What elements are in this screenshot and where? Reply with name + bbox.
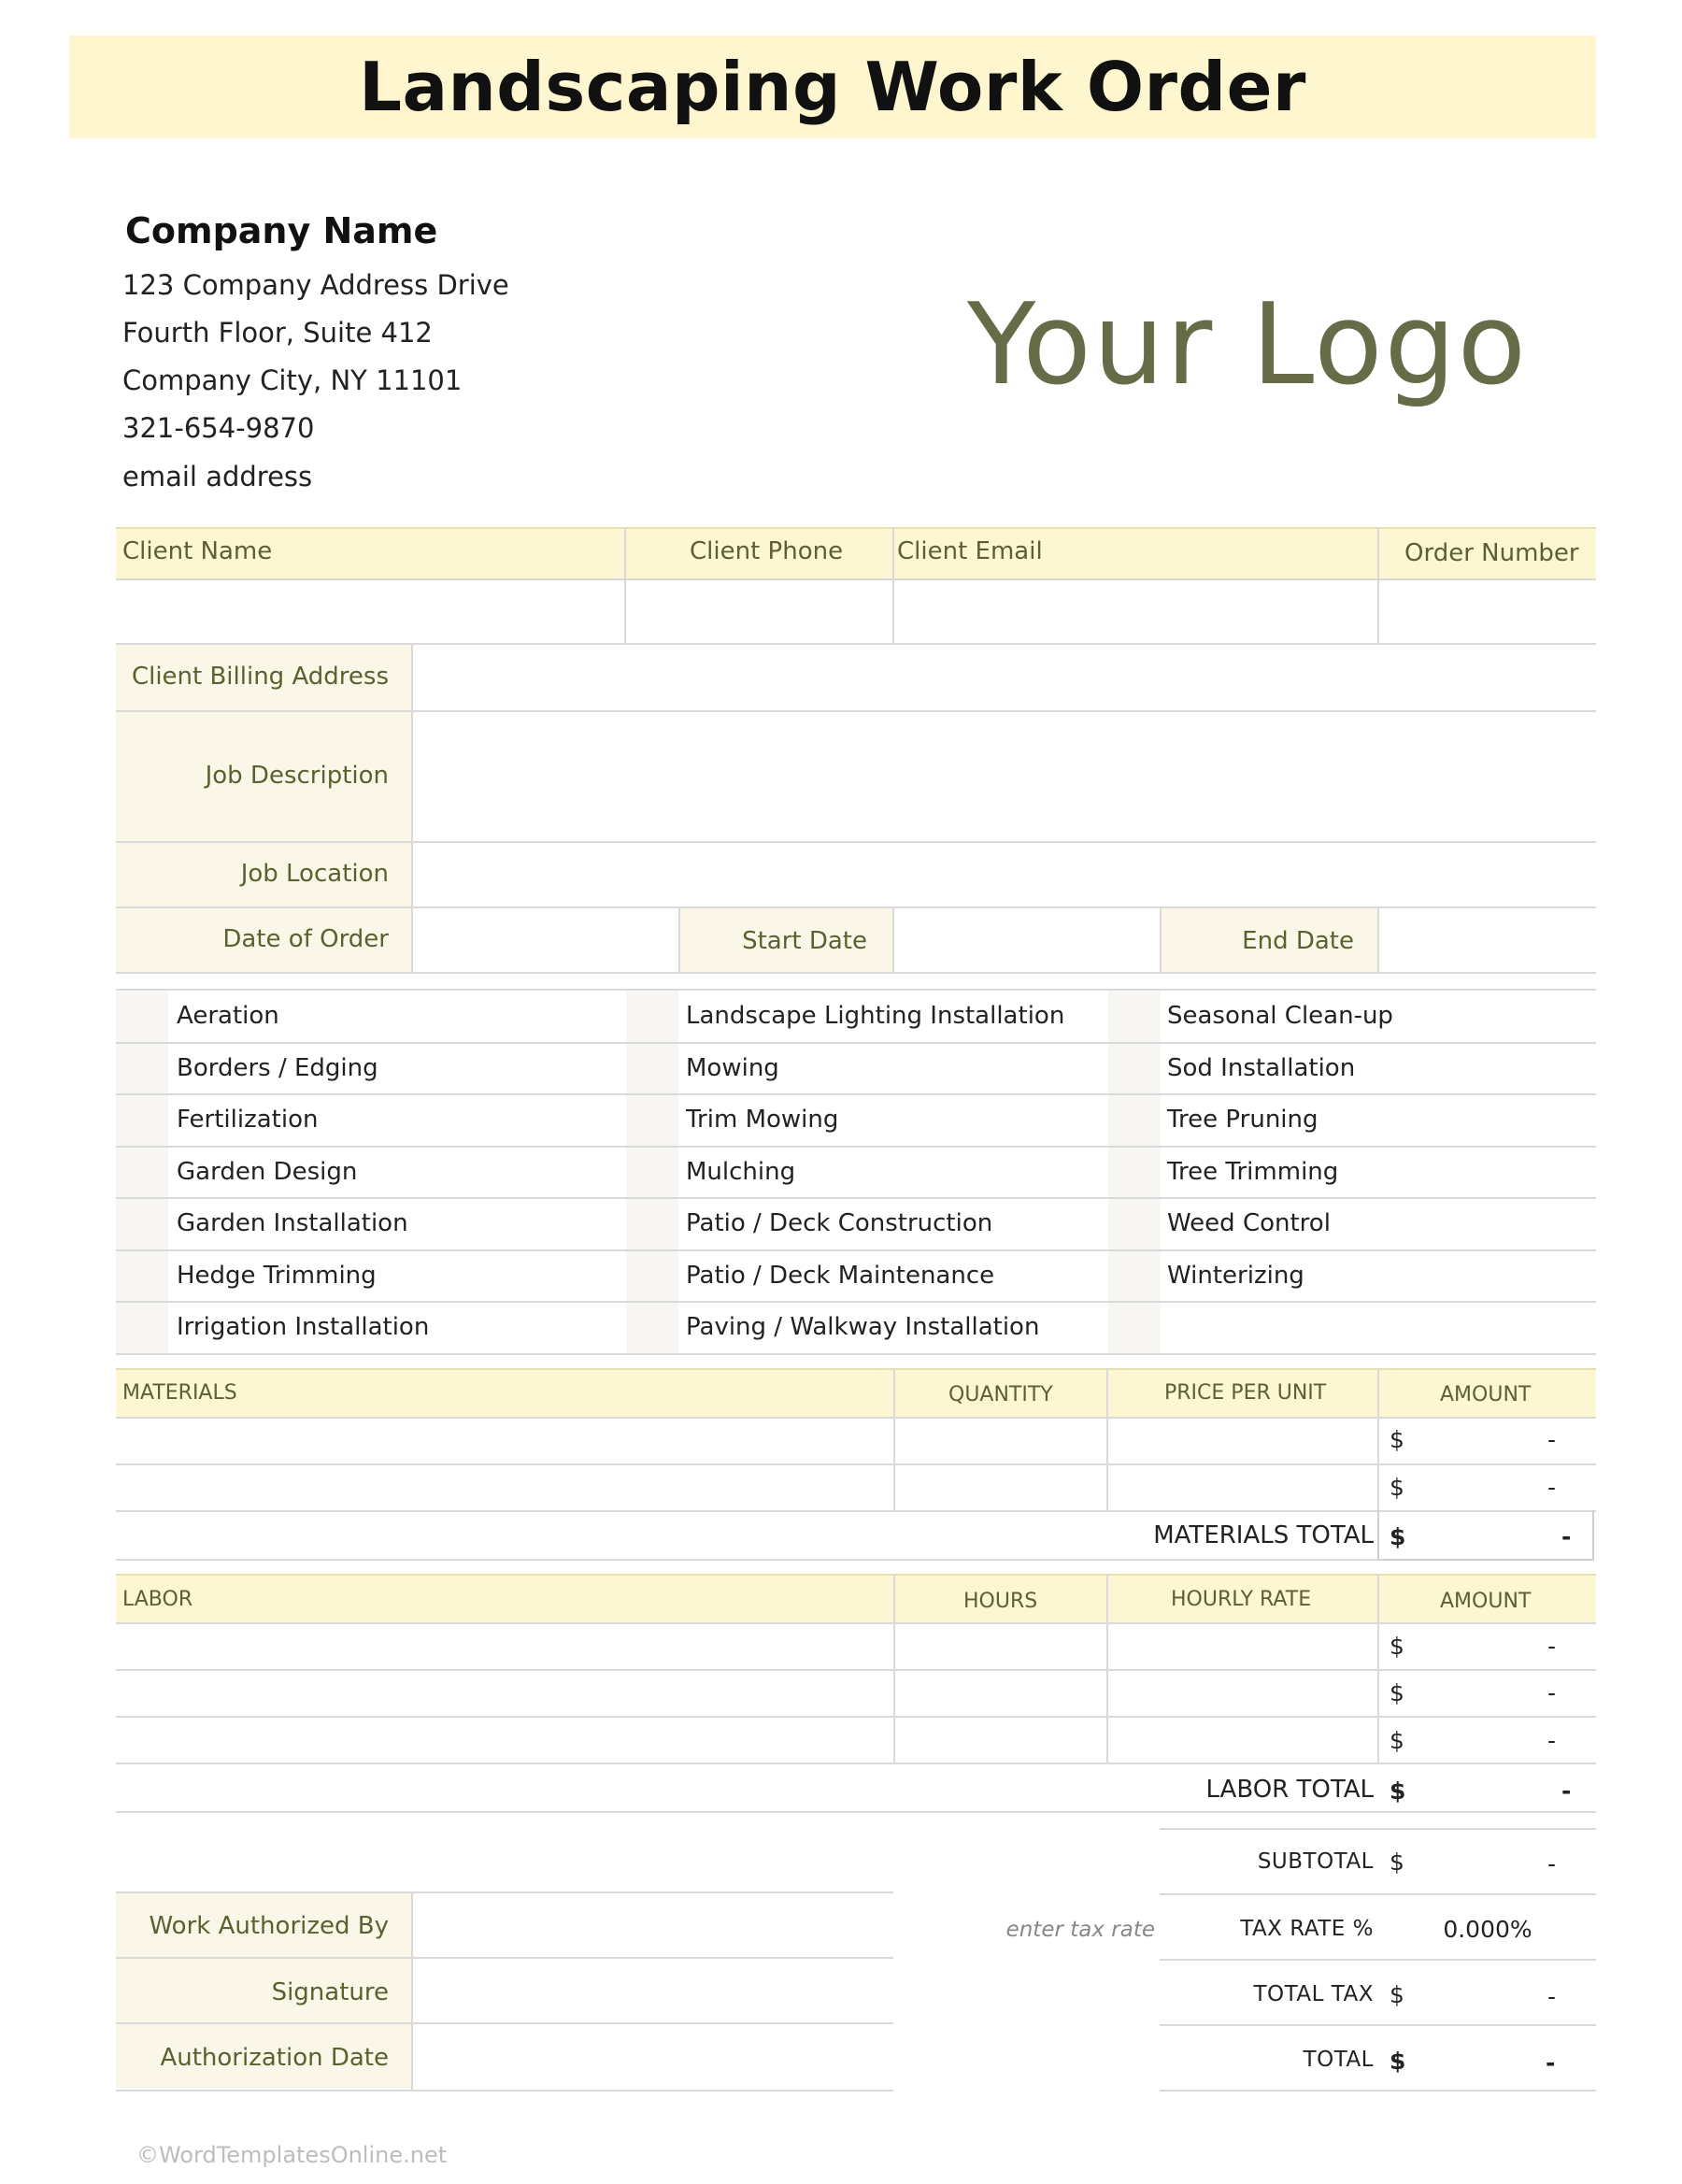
labor-row-3-amount: - <box>1547 1727 1557 1754</box>
service-label: Garden Design <box>177 1157 358 1186</box>
labor-row-2-rate[interactable] <box>1108 1671 1377 1716</box>
service-label: Sod Installation <box>1167 1053 1356 1082</box>
material-row-1-currency: $ <box>1390 1426 1404 1453</box>
labor-header: LABOR <box>122 1588 193 1611</box>
service-label: Tree Trimming <box>1167 1157 1339 1186</box>
total-tax-currency: $ <box>1390 1981 1404 2008</box>
work-authorized-by-field[interactable] <box>413 1893 893 1957</box>
service-checkbox[interactable] <box>626 1044 678 1094</box>
service-label: Borders / Edging <box>177 1053 378 1082</box>
labor-row-2-hours[interactable] <box>895 1671 1106 1716</box>
materials-header: MATERIALS <box>122 1381 237 1405</box>
materials-total-currency: $ <box>1390 1523 1406 1550</box>
company-address-line2: Fourth Floor, Suite 412 <box>122 317 433 349</box>
job-description-label: Job Description <box>205 762 389 790</box>
material-row-1-amount: - <box>1547 1426 1557 1453</box>
service-checkbox[interactable] <box>1108 1148 1161 1198</box>
material-row-1-qty[interactable] <box>895 1419 1106 1463</box>
amount-header: AMOUNT <box>1440 1383 1532 1406</box>
service-label: Paving / Walkway Installation <box>686 1313 1040 1341</box>
material-row-2-desc[interactable] <box>116 1465 893 1510</box>
service-checkbox[interactable] <box>116 1199 168 1249</box>
labor-row-1-rate[interactable] <box>1108 1624 1377 1669</box>
material-row-1-price[interactable] <box>1108 1419 1377 1463</box>
quantity-header: QUANTITY <box>948 1383 1053 1406</box>
client-phone-label: Client Phone <box>690 537 844 565</box>
service-checkbox[interactable] <box>1108 1044 1161 1094</box>
labor-amount-header: AMOUNT <box>1440 1590 1532 1613</box>
labor-row-2-amount: - <box>1547 1679 1557 1706</box>
price-per-unit-header: PRICE PER UNIT <box>1164 1381 1327 1405</box>
service-checkbox[interactable] <box>626 992 678 1042</box>
labor-total-label: LABOR TOTAL <box>1205 1776 1374 1804</box>
end-date-label: End Date <box>1242 927 1354 955</box>
grand-total-label: TOTAL <box>1303 2048 1374 2072</box>
company-email: email address <box>122 461 313 492</box>
service-label: Landscape Lighting Installation <box>686 1002 1065 1030</box>
company-address-line1: 123 Company Address Drive <box>122 269 509 301</box>
service-label: Mowing <box>686 1053 779 1082</box>
subtotal-currency: $ <box>1390 1849 1404 1876</box>
company-name: Company Name <box>125 210 438 251</box>
service-label: Seasonal Clean-up <box>1167 1002 1393 1030</box>
billing-address-label: Client Billing Address <box>131 663 389 691</box>
page-title: Landscaping Work Order <box>359 48 1306 126</box>
labor-row-3-desc[interactable] <box>116 1718 893 1763</box>
service-label: Fertilization <box>177 1106 319 1134</box>
materials-header-row <box>116 1368 1596 1417</box>
client-name-label: Client Name <box>122 537 273 565</box>
labor-row-1-hours[interactable] <box>895 1624 1106 1669</box>
labor-row-1-amount: - <box>1547 1633 1557 1660</box>
client-email-field[interactable] <box>894 580 1377 643</box>
authorization-date-label: Authorization Date <box>160 2044 389 2072</box>
tax-rate-hint: enter tax rate <box>1005 1918 1155 1942</box>
service-checkbox[interactable] <box>1108 992 1161 1042</box>
service-checkbox[interactable] <box>626 1095 678 1146</box>
service-checkbox[interactable] <box>626 1148 678 1198</box>
materials-total-label: MATERIALS TOTAL <box>1153 1521 1374 1549</box>
date-of-order-field[interactable] <box>413 908 678 972</box>
start-date-label: Start Date <box>742 927 867 955</box>
signature-field[interactable] <box>413 1959 893 2022</box>
tax-rate-input[interactable]: 0.000% <box>1443 1916 1532 1943</box>
company-phone: 321-654-9870 <box>122 412 315 444</box>
job-location-field[interactable] <box>413 843 1596 906</box>
title-band <box>69 36 1596 138</box>
footer-copyright: ©WordTemplatesOnline.net <box>136 2142 448 2168</box>
service-checkbox[interactable] <box>626 1199 678 1249</box>
service-checkbox[interactable] <box>1108 1095 1161 1146</box>
labor-row-2-desc[interactable] <box>116 1671 893 1716</box>
service-checkbox[interactable] <box>116 1044 168 1094</box>
service-label: Patio / Deck Construction <box>686 1209 993 1237</box>
client-header-row <box>116 527 1596 578</box>
service-label: Aeration <box>177 1002 279 1030</box>
service-checkbox[interactable] <box>116 1095 168 1146</box>
materials-total-amount: - <box>1561 1523 1572 1550</box>
labor-row-2-currency: $ <box>1390 1679 1404 1706</box>
subtotal-amount: - <box>1547 1850 1557 1877</box>
service-checkbox[interactable] <box>116 1148 168 1198</box>
labor-row-1-currency: $ <box>1390 1633 1404 1660</box>
grand-total-currency: $ <box>1390 2048 1406 2075</box>
service-checkbox[interactable] <box>1108 1251 1161 1302</box>
logo-placeholder: Your Logo <box>967 280 1529 410</box>
tax-rate-label: TAX RATE % <box>1240 1917 1374 1941</box>
service-label: Tree Pruning <box>1167 1106 1319 1134</box>
job-location-label: Job Location <box>240 860 389 888</box>
date-of-order-label: Date of Order <box>222 925 389 953</box>
service-label: Winterizing <box>1167 1261 1304 1290</box>
service-checkbox[interactable] <box>116 1303 168 1353</box>
service-checkbox[interactable] <box>626 1251 678 1302</box>
signature-label: Signature <box>271 1978 389 2006</box>
service-checkbox[interactable] <box>116 1251 168 1302</box>
labor-total-amount: - <box>1561 1777 1572 1805</box>
service-label: Patio / Deck Maintenance <box>686 1261 995 1290</box>
material-row-2-amount: - <box>1547 1474 1557 1501</box>
client-name-field[interactable] <box>116 580 624 643</box>
service-checkbox[interactable] <box>1108 1199 1161 1249</box>
labor-total-currency: $ <box>1390 1777 1406 1805</box>
authorization-date-field[interactable] <box>413 2024 893 2088</box>
job-description-field[interactable] <box>413 712 1596 841</box>
labor-row-3-currency: $ <box>1390 1727 1404 1754</box>
material-row-2-price[interactable] <box>1108 1465 1377 1510</box>
company-city: Company City, NY 11101 <box>122 364 463 396</box>
labor-row-3-rate[interactable] <box>1108 1718 1377 1763</box>
hours-header: HOURS <box>963 1590 1038 1613</box>
grand-total-amount: - <box>1546 2049 1556 2077</box>
labor-header-row <box>116 1574 1596 1622</box>
client-email-label: Client Email <box>897 537 1043 565</box>
start-date-field[interactable] <box>894 908 1160 972</box>
service-label: Hedge Trimming <box>177 1261 377 1290</box>
hourly-rate-header: HOURLY RATE <box>1171 1588 1312 1611</box>
billing-address-field[interactable] <box>413 645 1596 710</box>
order-number-field[interactable] <box>1379 580 1596 643</box>
material-row-2-qty[interactable] <box>895 1465 1106 1510</box>
order-number-label: Order Number <box>1404 539 1579 567</box>
total-tax-amount: - <box>1547 1983 1557 2010</box>
service-checkbox[interactable] <box>626 1303 678 1353</box>
service-label: Mulching <box>686 1157 796 1186</box>
service-label: Garden Installation <box>177 1209 408 1237</box>
client-phone-field[interactable] <box>626 580 892 643</box>
work-authorized-by-label: Work Authorized By <box>149 1912 389 1940</box>
material-row-2-currency: $ <box>1390 1474 1404 1501</box>
subtotal-label: SUBTOTAL <box>1257 1849 1374 1874</box>
labor-row-1-desc[interactable] <box>116 1624 893 1669</box>
total-tax-label: TOTAL TAX <box>1253 1982 1374 2006</box>
service-label: Weed Control <box>1167 1209 1331 1237</box>
end-date-field[interactable] <box>1379 908 1596 972</box>
material-row-1-desc[interactable] <box>116 1419 893 1463</box>
labor-row-3-hours[interactable] <box>895 1718 1106 1763</box>
service-label: Trim Mowing <box>686 1106 839 1134</box>
service-checkbox[interactable] <box>1108 1303 1161 1353</box>
service-checkbox[interactable] <box>116 992 168 1042</box>
service-label: Irrigation Installation <box>177 1313 430 1341</box>
